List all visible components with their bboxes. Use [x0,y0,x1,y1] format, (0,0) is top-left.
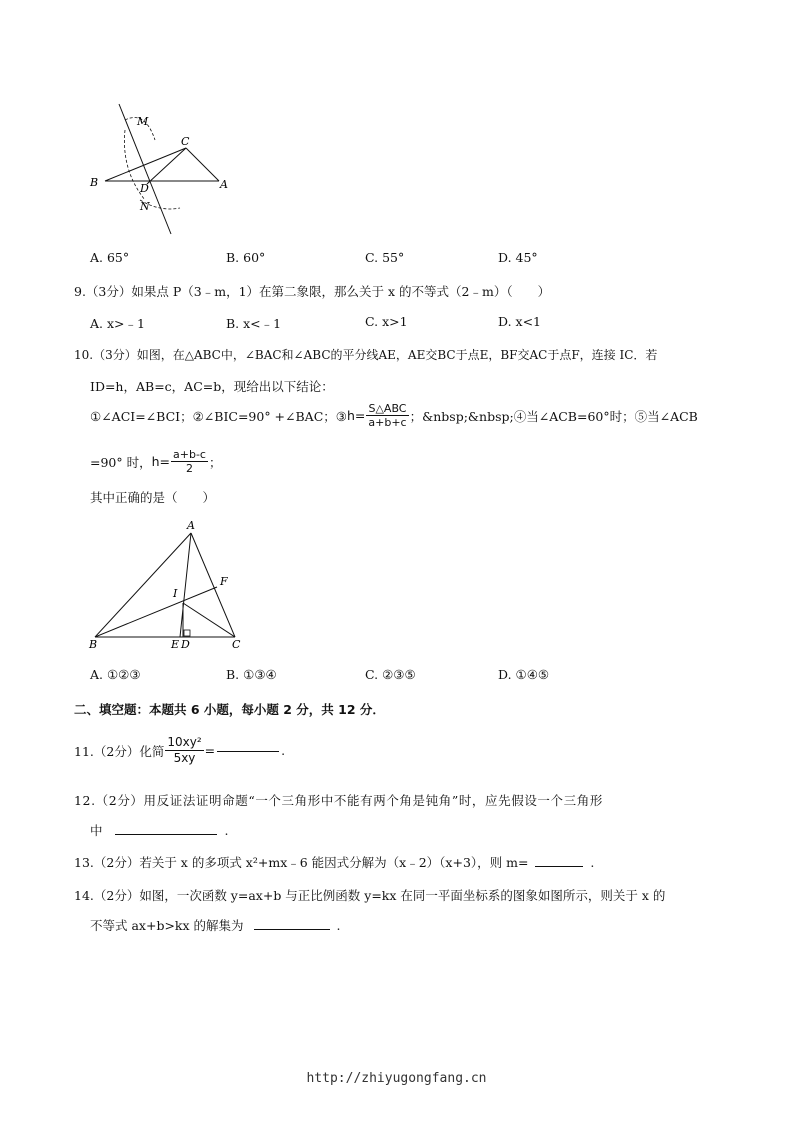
q14-line2-text: 不等式 ax+b>kx 的解集为 [90,918,244,933]
q10-fraction-3 [366,402,408,429]
q10-line4-h: h= [151,454,171,469]
q10-fraction-3-num: S△ABC [368,402,407,415]
q11-prefix: 11.（2分）化简 [74,743,165,759]
q8-option-c[interactable]: C. 55° [365,250,405,265]
right-angle-mark [184,630,190,636]
bisector-ae [180,533,191,637]
q10-option-c[interactable]: C. ②③⑤ [365,667,416,682]
q13 [74,853,594,871]
segment-ca [186,148,219,181]
q12-answer-blank[interactable] [115,833,217,835]
label-b: B [89,638,98,651]
q14-end: . [336,918,341,933]
q13-answer-blank[interactable] [535,865,583,867]
q13-end: . [590,855,595,870]
label-m: M [137,115,149,128]
bisector-bf [95,587,217,637]
label-d: D [140,182,149,195]
label-c: C [232,638,241,651]
q14-line1: 14.（2分）如图，一次函数 y=ax+b 与正比例函数 y=kx 在同一平面坐标系的图象如图所示，则关于 x 的 [74,888,666,903]
label-i: I [173,587,178,600]
q9-option-d[interactable]: D. x<1 [498,314,541,329]
q11-fraction-den: 5xy [173,751,196,765]
q10-option-b[interactable]: B. ①③④ [226,667,277,682]
q10-fraction-5 [171,448,208,475]
q10-line3-start: ①∠ACI=∠BCI；②∠BIC=90° +∠BAC；③ [90,408,347,424]
q10-line3-h: h= [346,408,366,423]
q12-line2-text: 中 [90,823,103,838]
side-ab [95,533,191,637]
q10-line3-end: ；&nbsp;&nbsp;④当∠ACB=60°时；⑤当∠ACB [409,408,698,424]
q8-figure [85,100,245,240]
segment-bc [105,148,186,181]
q11-fraction-num: 10xy² [167,735,202,749]
label-a: A [220,178,228,191]
q10-line4-start: =90° 时， [90,454,152,470]
q12-end: . [224,823,229,838]
q10-line3 [90,402,698,429]
label-f: F [220,575,228,588]
q10-fraction-5-den: 2 [186,462,193,475]
q11-equals: = [204,743,216,758]
q11 [74,735,285,766]
q10-line1: 10.（3分）如图，在△ABC中，∠BAC和∠ABC的平分线AE，AE交BC于点E，BF交AC于点F，连接 IC．若 [74,348,658,362]
label-d: D [181,638,190,651]
q8-option-d[interactable]: D. 45° [498,250,538,265]
q9-option-c[interactable]: C. x>1 [365,314,408,329]
segment-ic [183,603,235,637]
q10-option-a[interactable]: A. ①②③ [90,667,141,682]
q14-line2 [90,916,340,934]
q10-line2: ID=h，AB=c，AC=b，现给出以下结论： [90,379,334,394]
q13-text: 13.（2分）若关于 x 的多项式 x²+mx﹣6 能因式分解为（x﹣2）（x+3），则 m= [74,855,529,870]
q10-line4-end: ； [208,454,222,470]
segment-dc [147,148,186,184]
q10-line5: 其中正确的是（ ） [90,490,216,505]
q12-line1: 12.（2分）用反证法证明命题“一个三角形中不能有两个角是钝角”时，应先假设一个三角形 [74,793,603,808]
q10-fraction-3-den: a+b+c [368,416,407,429]
side-ac [191,533,235,637]
q10-line4 [90,448,222,475]
q12-line2 [90,821,228,839]
label-e: E [171,638,180,651]
q9-option-a[interactable]: A. x>﹣1 [90,316,145,331]
label-a: A [187,519,195,532]
q11-answer-blank[interactable] [217,750,279,752]
q11-end: . [281,743,286,758]
q10-option-d[interactable]: D. ①④⑤ [498,667,550,682]
label-b: B [90,176,99,189]
footer-url[interactable]: http://zhiyugongfang.cn [306,1071,487,1086]
label-n: N [140,200,150,213]
q9-stem: 9.（3分）如果点 P（3﹣m，1）在第二象限，那么关于 x 的不等式（2﹣m）（ ） [74,284,551,299]
q11-fraction [165,735,203,766]
q10-fraction-5-num: a+b-c [173,448,206,461]
q14-answer-blank[interactable] [254,928,330,930]
q9-option-b[interactable]: B. x<﹣1 [226,316,282,331]
q10-figure [85,515,255,655]
q8-option-a[interactable]: A. 65° [90,250,130,265]
q8-option-b[interactable]: B. 60° [226,250,266,265]
section-2-heading: 二、填空题：本题共 6 小题，每小题 2 分，共 12 分． [74,702,385,717]
label-c: C [181,135,190,148]
